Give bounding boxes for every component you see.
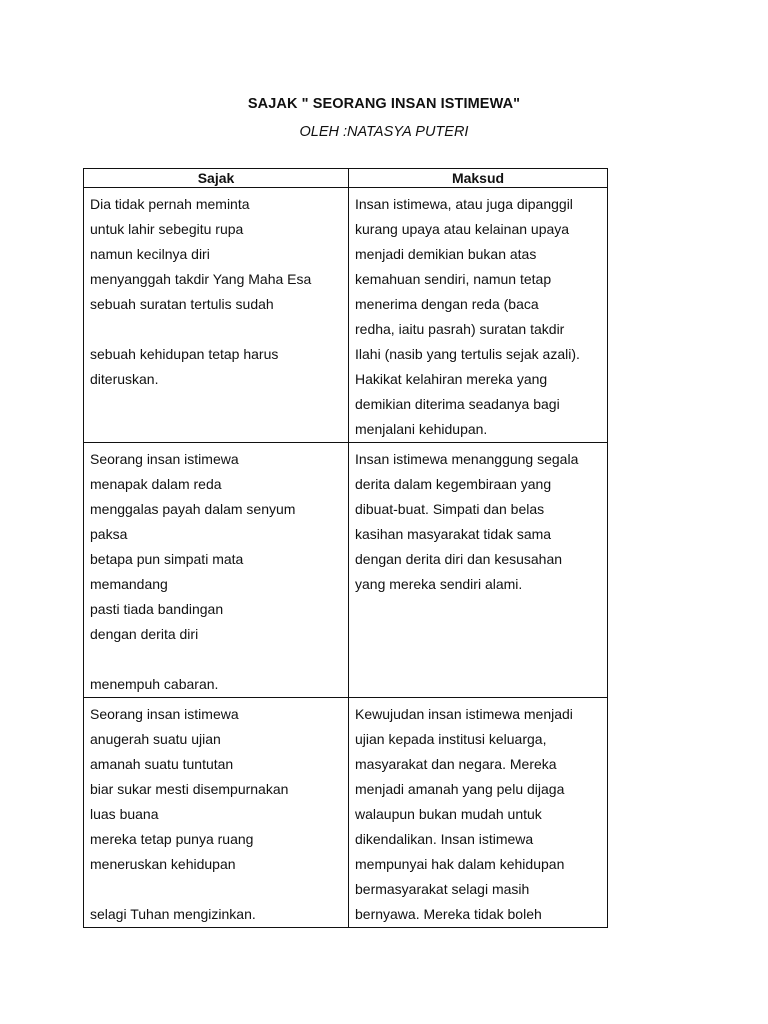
maksud-line: walaupun bukan mudah untuk: [355, 806, 542, 822]
maksud-line: bermasyarakat selagi masih: [355, 881, 530, 897]
sajak-line: diteruskan.: [90, 371, 159, 387]
sajak-line: sebuah kehidupan tetap harus: [90, 346, 279, 362]
sajak-line: untuk lahir sebegitu rupa: [90, 221, 244, 237]
sajak-line: menempuh cabaran.: [90, 676, 219, 692]
sajak-line: menapak dalam reda: [90, 476, 222, 492]
sajak-cell: [84, 188, 349, 443]
maksud-line: menerima dengan reda (baca: [355, 296, 539, 312]
sajak-line: paksa: [90, 526, 128, 542]
table-row: [84, 443, 608, 698]
maksud-line: Kewujudan insan istimewa menjadi: [355, 706, 573, 722]
sajak-line: namun kecilnya diri: [90, 246, 210, 262]
maksud-line: dikendalikan. Insan istimewa: [355, 831, 534, 847]
sajak-line: [90, 647, 342, 672]
maksud-line: Ilahi (nasib yang tertulis sejak azali).: [355, 346, 580, 362]
sajak-line: Dia tidak pernah meminta: [90, 196, 250, 212]
maksud-line: ujian kepada institusi keluarga,: [355, 731, 547, 747]
document-title: SAJAK " SEORANG INSAN ISTIMEWA": [247, 96, 521, 112]
maksud-line: menjadi demikian bukan atas: [355, 246, 537, 262]
sajak-line: memandang: [90, 576, 168, 592]
sajak-line: [90, 877, 342, 902]
maksud-cell: [349, 443, 608, 698]
sajak-cell: [84, 443, 349, 698]
header-sajak: Sajak: [84, 169, 349, 188]
maksud-cell: [349, 188, 608, 443]
sajak-line: luas buana: [90, 806, 159, 822]
document-author: OLEH :NATASYA PUTERI: [299, 124, 469, 140]
sajak-line: meneruskan kehidupan: [90, 856, 236, 872]
sajak-line: mereka tetap punya ruang: [90, 831, 254, 847]
sajak-line: anugerah suatu ujian: [90, 731, 221, 747]
maksud-line: kurang upaya atau kelainan upaya: [355, 221, 570, 237]
header-maksud: Maksud: [349, 169, 608, 188]
sajak-cell: [84, 698, 349, 928]
table-header-row: [84, 169, 608, 188]
sajak-line: betapa pun simpati mata: [90, 551, 244, 567]
maksud-line: Insan istimewa, atau juga dipanggil: [355, 196, 573, 212]
sajak-line: amanah suatu tuntutan: [90, 756, 234, 772]
sajak-line: sebuah suratan tertulis sudah: [90, 296, 274, 312]
maksud-line: Hakikat kelahiran mereka yang: [355, 371, 548, 387]
maksud-line: dibuat-buat. Simpati dan belas: [355, 501, 545, 517]
maksud-line: masyarakat dan negara. Mereka: [355, 756, 557, 772]
maksud-cell: [349, 698, 608, 928]
maksud-line: menjadi amanah yang pelu dijaga: [355, 781, 565, 797]
sajak-line: Seorang insan istimewa: [90, 451, 239, 467]
sajak-line: selagi Tuhan mengizinkan.: [90, 906, 256, 922]
maksud-line: kemahuan sendiri, namun tetap: [355, 271, 552, 287]
maksud-line: menjalani kehidupan.: [355, 421, 488, 437]
maksud-line: yang mereka sendiri alami.: [355, 576, 523, 592]
sajak-line: menggalas payah dalam senyum: [90, 501, 296, 517]
maksud-line: dengan derita diri dan kesusahan: [355, 551, 563, 567]
table-row: [84, 188, 608, 443]
poem-table: [83, 168, 608, 928]
sajak-line: Seorang insan istimewa: [90, 706, 239, 722]
maksud-line: Insan istimewa menanggung segala: [355, 451, 579, 467]
maksud-line: bernyawa. Mereka tidak boleh: [355, 906, 542, 922]
sajak-line: [90, 317, 342, 342]
maksud-line: demikian diterima seadanya bagi: [355, 396, 560, 412]
sajak-line: pasti tiada bandingan: [90, 601, 224, 617]
maksud-line: derita dalam kegembiraan yang: [355, 476, 552, 492]
maksud-line: mempunyai hak dalam kehidupan: [355, 856, 565, 872]
sajak-line: menyanggah takdir Yang Maha Esa: [90, 271, 312, 287]
sajak-line: biar sukar mesti disempurnakan: [90, 781, 289, 797]
maksud-line: kasihan masyarakat tidak sama: [355, 526, 552, 542]
maksud-line: redha, iaitu pasrah) suratan takdir: [355, 321, 565, 337]
table-row: [84, 698, 608, 928]
sajak-line: dengan derita diri: [90, 626, 199, 642]
